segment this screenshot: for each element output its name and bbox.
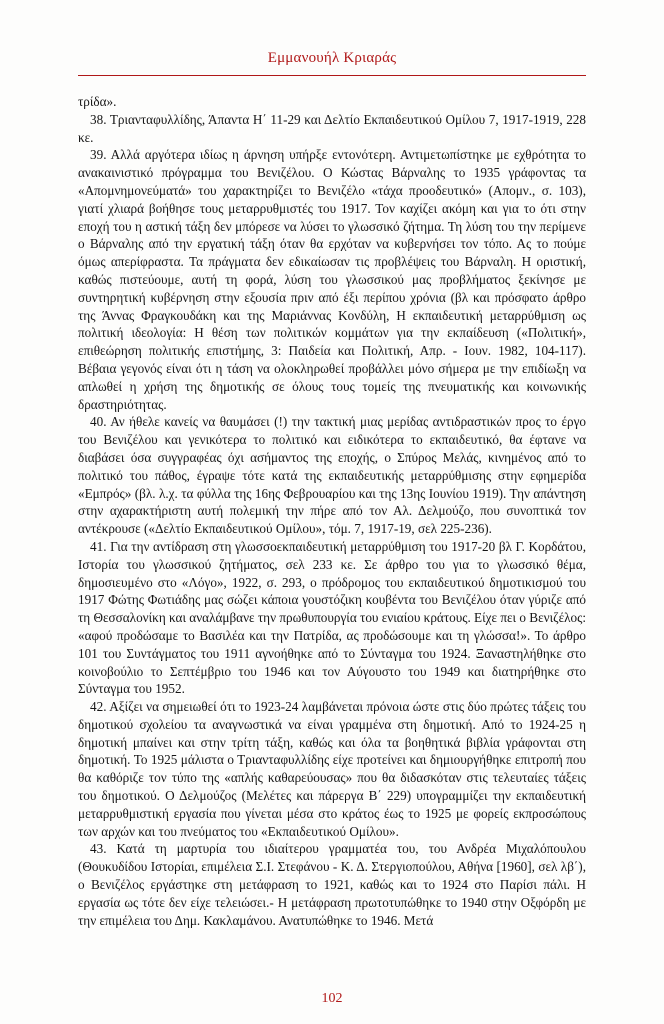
note-41: 41. Για την αντίδραση στη γλωσσοεκπαιδευτική μεταρρύθμιση του 1917-20 βλ Γ. Κορδάτου, Ιστορία του γλωσσικού ζητήματος, σελ 233 κε. Σε άρθρο του για το γλωσσικό θέμα, δημοσιευμένο στο «Λόγο», 1922, σ. 293, ο πρόδρομος του εκπαιδευτικού δημοτικισμού του 1917 Φώτης Φωτιάδης μας σώζει κάποια γουστόζικη κουβέντα του Βενιζέλου όταν γύριζε από τη Θεσσαλονίκη και αναλάμβανε την πρωθυπουργία του ενιαίου κράτους. Είχε πει ο Βενιζέλος: «αφού προδώσαμε το Βασιλέα και την Πατρίδα, ας προδώσουμε και τη γλώσσα!». Το άρθρο 101 του Συντάγματος του 1911 αγνοήθηκε από το Σύνταγμα του 1924. Ξαναστηλήθηκε στο κοινοβούλιο το Σεπτέμβριο του 1946 και τον Αύγουστο του 1949 και διατηρήθηκε στο Σύνταγμα του 1952. bbox=[78, 538, 586, 697]
note-43: 43. Κατά τη μαρτυρία του ιδιαίτερου γραμματέα του, του Ανδρέα Μιχαλόπουλου (Θουκυδίδου Ιστορίαι, επιμέλεια Σ.Ι. Στεφάνου - Κ. Δ. Στεργιοπούλου, Αθήνα [1960], σελ λβ΄), ο Βενιζέλος εργάστηκε στη μετάφραση το 1921, καθώς και το 1924 στο Παρίσι πάλι. Η εργασία ως τότε δεν είχε τελειώσει.- Η μετάφραση πρωτοτυπώθηκε το 1940 στην Οξφόρδη με την επιμέλεια του Δημ. Κακλαμάνου. Ανατυπώθηκε το 1946. Μετά bbox=[78, 841, 586, 928]
continuation-text: τρίδα». bbox=[78, 94, 117, 109]
note-38: 38. Τριανταφυλλίδης, Άπαντα Η΄ 11-29 και Δελτίο Εκπαιδευτικού Ομίλου 7, 1917-1919, 228 κε. bbox=[78, 111, 586, 145]
note-39: 39. Αλλά αργότερα ιδίως η άρνηση υπήρξε εντονότερη. Αντιμετωπίστηκε με εχθρότητα το ανακαινιστικό πρόγραμμα του Βενιζέλου. Ο Κώστας Βάρναλης το 1935 γράφοντας τα «Απομνημονεύματά» του χαρακτηρίζει το Βενιζέλο «τάχα προοδευτικό» (Απομν., σ. 103), γιατί χλιαρά βοήθησε τους μεταρρυθμιστές του 1917. Τον καχίζει ακόμη και για το ότι στην εποχή του η αστική τάξη δεν μπόρεσε να λύσει το γλωσσικό ζήτημα. Τη λύση του την περίμενε ο Βάρναλης από την εργατική τάξη όταν θα ερχόταν να κυβερνήσει τον τόπο. Ας το πούμε όμως απερίφραστα. Τα πράγματα δεν εδικαίωσαν τις προβλέψεις του Βάρναλη. Η οριστική, καθώς πιστεύουμε, αυτή τη φορά, λύση του γλωσσικού μας προβλήματος ξεκίνησε με συντηρητική κυβέρνηση στην εξουσία πριν από έξι περίπου χρόνια (βλ και πρόσφατο άρθρο της Άννας Φραγκουδάκη και της Μαριάννας Κονδύλη, Η εκπαιδευτική μεταρρύθμιση ως πολιτική ιδεολογία: Η θέση των πολιτικών κομμάτων για την εκπαίδευση («Πολιτική», επιθεώρηση πολιτικής επιστήμης, 3: Παιδεία και Πολιτική, Απρ. - Ιουν. 1982, 104-117). Βέβαια γεγονός είναι ότι η τάση να ολοκληρωθεί προβάλλει μόνο σήμερα με την επιδίωξη να απλωθεί η χρήση της δημοτικής σε όλους τους τομείς της πνευματικής και κοινωνικής δραστηριότητας. bbox=[78, 147, 586, 412]
page-number: 102 bbox=[321, 991, 343, 1006]
header-rule bbox=[78, 75, 586, 76]
header-author: Εμμανουήλ Κριαράς bbox=[267, 50, 397, 66]
running-header bbox=[0, 50, 664, 67]
notes-body bbox=[78, 93, 586, 929]
note-42: 42. Αξίζει να σημειωθεί ότι το 1923-24 λαμβάνεται πρόνοια ώστε στις δύο πρώτες τάξεις του δημοτικού σχολείου τα αναγνωστικά να είναι γραμμένα στη δημοτική. Από το 1924-25 η δημοτική μπαίνει και στην τρίτη τάξη, καθώς και όλα τα βοηθητικά βιβλία γράφονται στη δημοτική. Το 1925 μάλιστα ο Τριανταφυλλίδης είχε προτείνει και δημιουργήθηκε επιτροπή που θα καθόριζε τον τύπο της «απλής καθαρεύουσας» που θα διδασκόταν στις τελευταίες τάξεις του δημοτικού. Ο Δελμούζος (Μελέτες και πάρεργα Β΄ 229) υπογραμμίζει την εκπαιδευτική μεταρρυθμιστική εργασία που γίνεται μέσα στο κράτος έως το 1925 με φορείς εκπροσώπους των αρχών και του πνεύματος του «Εκπαιδευτικού Ομίλου». bbox=[78, 699, 586, 839]
note-40: 40. Αν ήθελε κανείς να θαυμάσει (!) την τακτική μιας μερίδας αντιδραστικών προς το έργο του Βενιζέλου και γενικότερα το πολιτικό και ειδικότερα το εκπαιδευτικό, θα έφτανε να διαβάσει όσα συγγραφέας όχι ασήμαντος της εποχής, ο Σπύρος Μελάς, κινημένος από το πολιτικό του πάθος, έγραψε τότε κατά της εκπαιδευτικής μεταρρύθμισης στην εφημερίδα «Εμπρός» (βλ. λ.χ. τα φύλλα της 16ης Φεβρουαρίου και της 13ης Ιουνίου 1919). Την απάντηση στην αχαρακτήριστη αυτή πολεμική την πήρε από τον Αλ. Δελμούζο, που συνοπτικά τον αντέκρουσε («Δελτίο Εκπαιδευτικού Ομίλου», τόμ. 7, 1917-19, σελ 225-236). bbox=[78, 414, 586, 537]
